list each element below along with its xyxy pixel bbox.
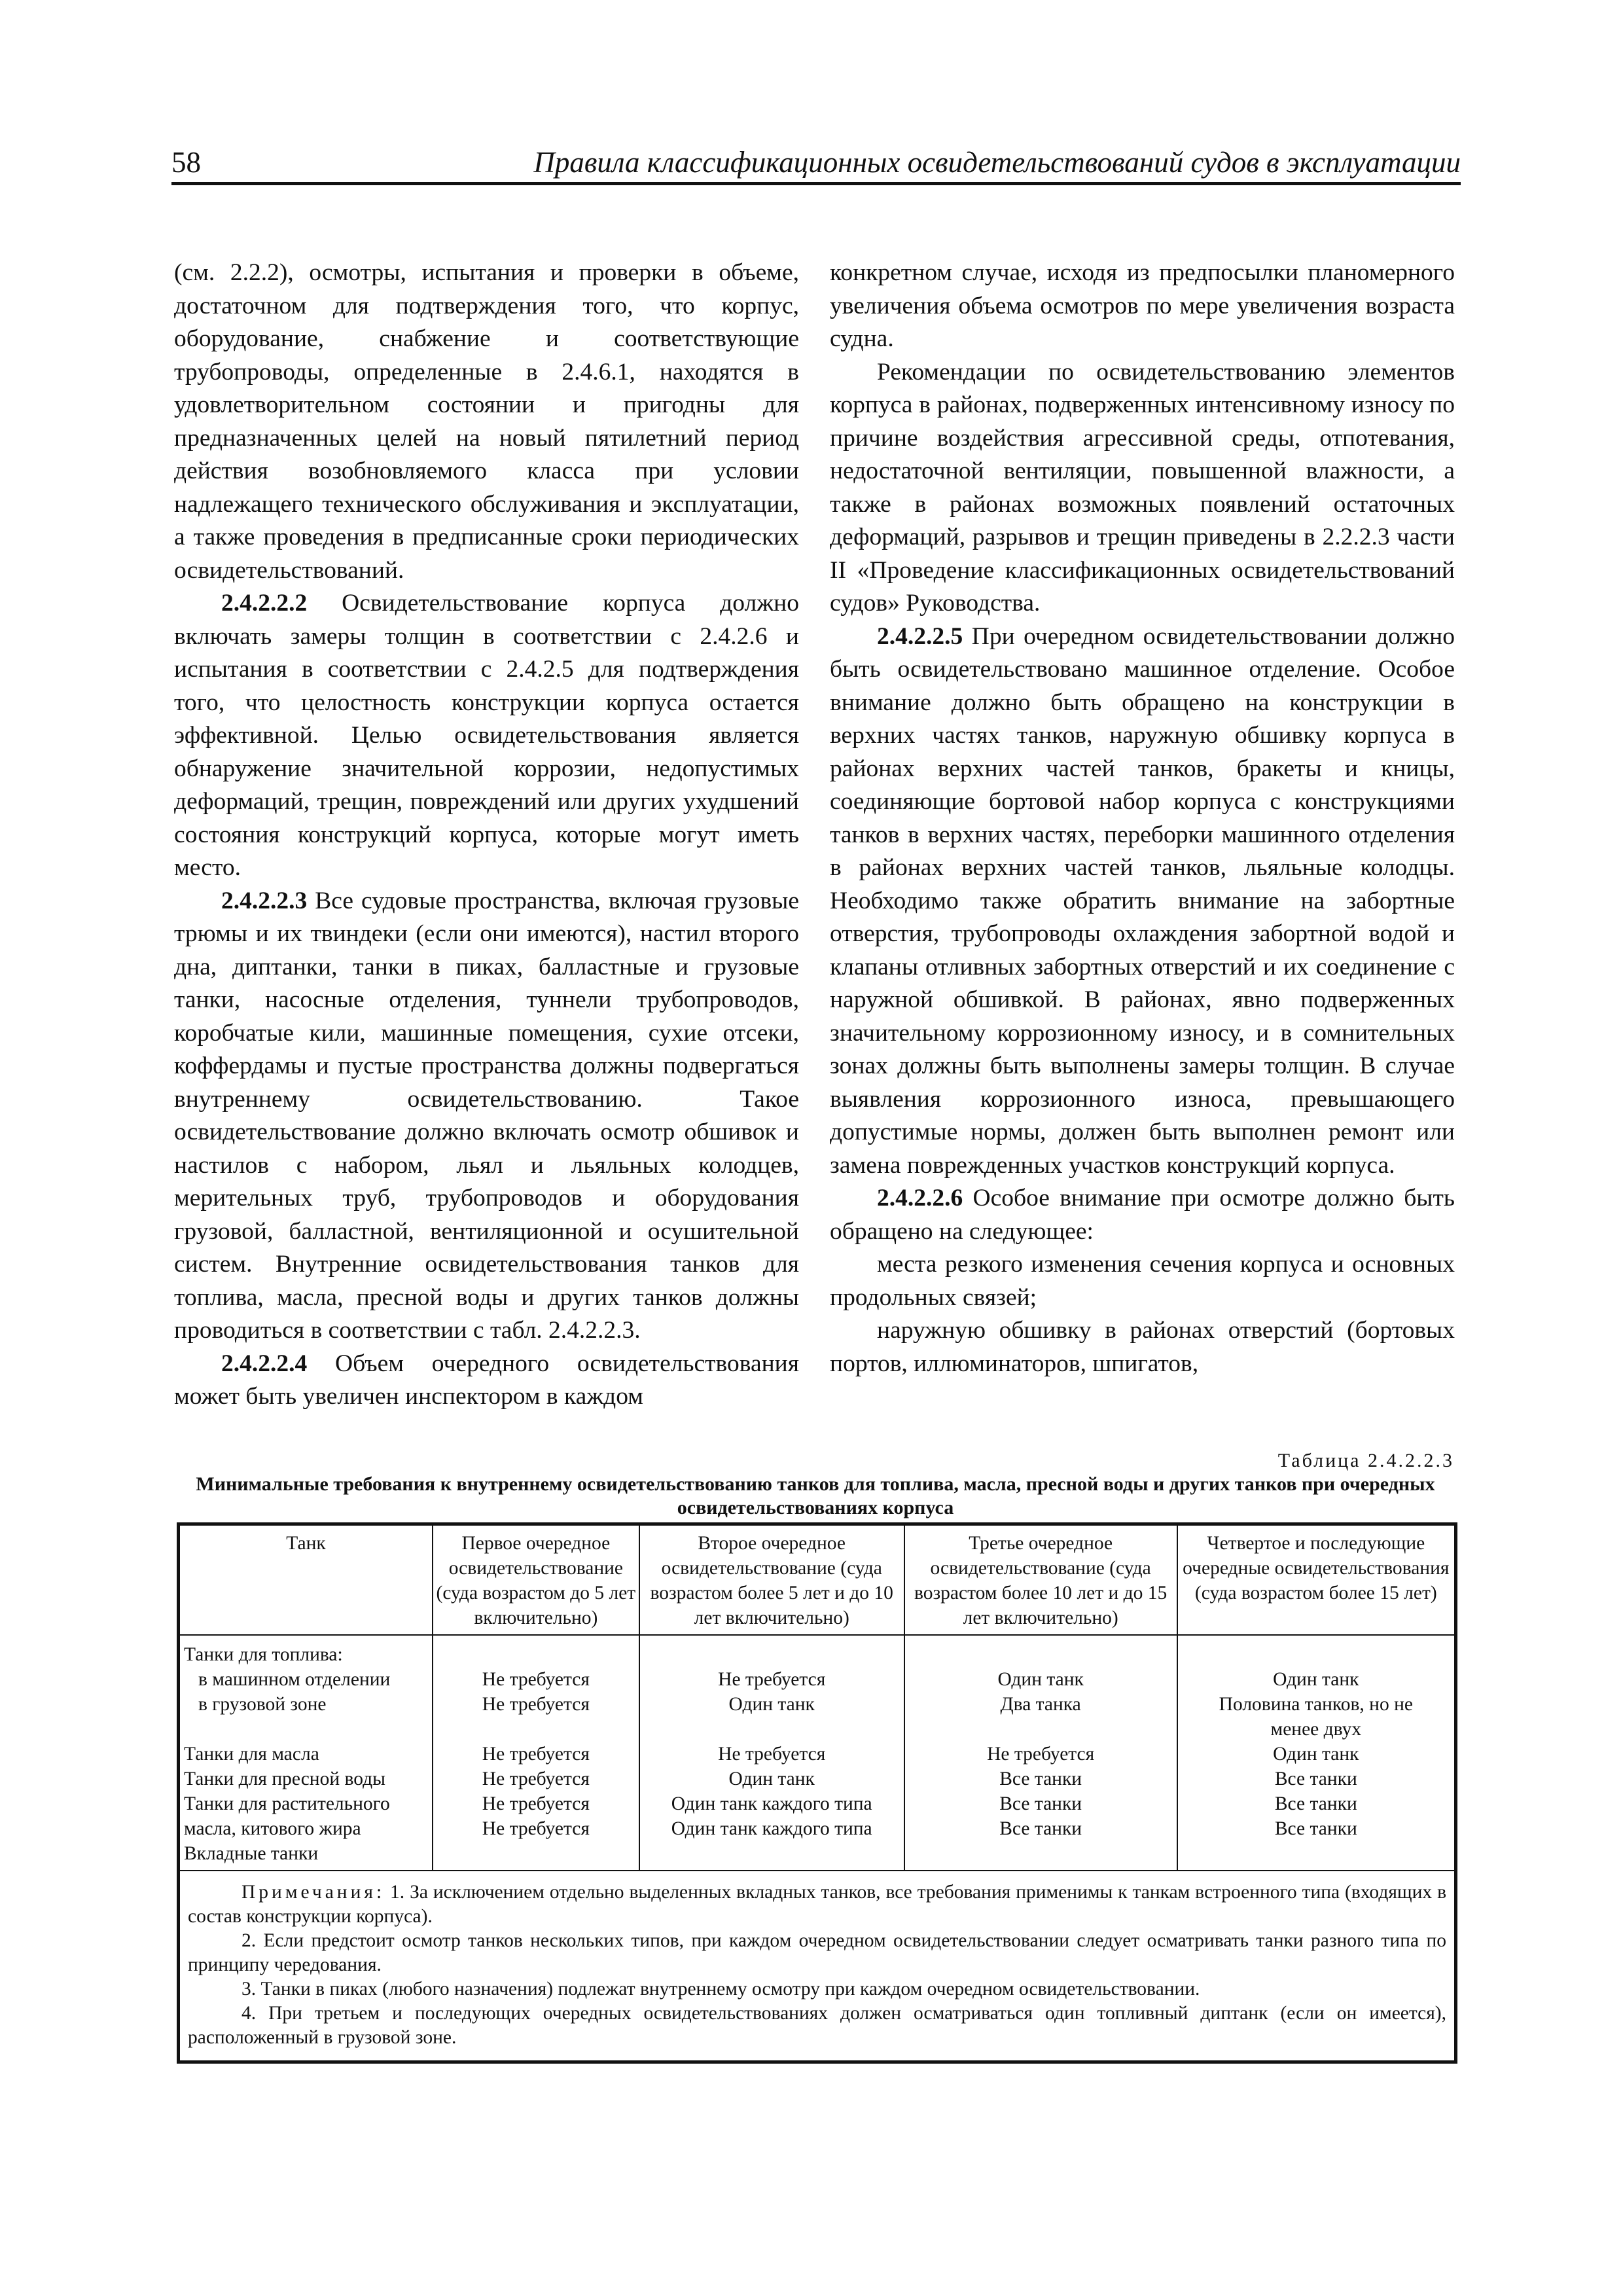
note-1	[188, 1880, 1446, 1929]
table-notes-row	[179, 1871, 1456, 2062]
table-cell	[909, 1841, 1173, 1866]
table-cell: менее двух	[1270, 1719, 1362, 1740]
paragraph-2-4-2-2-4	[174, 1348, 799, 1414]
table-cell: Один танк	[728, 1768, 815, 1789]
table-cell: Не требуется	[482, 1818, 590, 1839]
clause-text: При очередном освидетельствовании должно быть освидетельствовано машинное отделение. Особое внимание должно быть обращено на конструкции в верхних частях танков, наружную обшивку корпуса в районах верхних частей танков, бракеты и кницы, соединяющие бортовой набор корпуса с конструкциями танков в верхних частях, переборки машинного отделения в районах верхних частей танков, льяльные колодцы. Необходимо также обратить внимание на забортные отверстия, трубопроводы охлаждения забортной водой и клапаны отливных забортных отверстий и их соединение с наружной обшивкой. В районах, явно подверженных значительному коррозионному износу, и в сомнительных зонах должны быть выполнены замеры толщин. В случае выявления коррозионного износа, превышающего допустимые нормы, должен быть выполнен ремонт или замена поврежденных участков конструкций корпуса.	[830, 622, 1455, 1179]
table-cell	[437, 1717, 635, 1742]
table-header-row	[179, 1524, 1456, 1636]
table-cell: масла, китового жира	[184, 1818, 361, 1839]
note-3: 3. Танки в пиках (любого назначения) подлежат внутреннему осмотру при каждом очередном освидетельствовании.	[241, 1979, 1200, 2000]
table-cell	[437, 1642, 635, 1667]
note-text: 1. За исключением отдельно выделенных вкладных танков, все требования применимы к танкам встроенного типа (входящих в состав конструкции корпуса).	[188, 1882, 1446, 1927]
table-cell: Один танк каждого типа	[671, 1793, 872, 1814]
paragraph-2-4-2-2-3	[174, 885, 799, 1348]
clause-text: Все судовые пространства, включая грузовые трюмы и их твиндеки (если они имеются), настил второго дна, диптанки, танки в пиках, балластные и грузовые танки, насосные отделения, туннели трубопроводов, коробчатые кили, машинные помещения, сухие отсеки, коффердамы и пустые пространства должны подвергаться внутреннему освидетельствованию. Такое освидетельствование должно включать осмотр обшивок и настилов с набором, льял и льяльных колодцев, мерительных труб, трубопроводов и оборудования грузовой, балластной, вентиляционной и осушительной систем. Внутренние освидетельствования танков для топлива, масла, пресной воды и других танков должны проводиться в соответствии с табл. 2.4.2.2.3.	[174, 887, 799, 1344]
header-first-survey: Первое очередное освидетельствование (суда возрастом до 5 лет включительно)	[433, 1524, 639, 1636]
clause-text: Объем очередного освидетельствования может быть увеличен инспектором в каждом	[174, 1350, 799, 1410]
table-cell	[644, 1717, 900, 1742]
header-fourth-survey: Четвертое и последующие очередные освидетельствования (суда возрастом более 15 лет)	[1177, 1524, 1456, 1636]
table-cell: Все танки	[999, 1818, 1082, 1839]
table-cell: Половина танков, но не	[1219, 1694, 1413, 1715]
table-cell: Все танки	[1274, 1793, 1357, 1814]
paragraph: (см. 2.2.2), осмотры, испытания и проверки в объеме, достаточном для подтверждения того, что корпус, оборудование, снабжение и соответствующие трубопроводы, определенные в 2.4.6.1, находятся в удовлетворительном состоянии и пригодны для предназначенных целей на новый пятилетний период действия возобновляемого класса при условии надлежащего технического обслуживания и эксплуатации, а также проведения в предписанные сроки периодических освидетельствований.	[174, 259, 799, 584]
page-number: 58	[171, 146, 201, 179]
clause-number: 2.4.2.2.6	[877, 1185, 963, 1211]
table-cell: Один танк каждого типа	[671, 1818, 872, 1839]
table-cell: Один танк	[1273, 1744, 1359, 1765]
table-cell: Вкладные танки	[184, 1843, 319, 1864]
table-cell	[1182, 1841, 1450, 1866]
table-title: Минимальные требования к внутреннему освидетельствованию танков для топлива, масла, пресной воды и других танков при очередных освидетельствованиях корпуса	[196, 1473, 1435, 1518]
clause-number: 2.4.2.2.3	[221, 887, 308, 914]
right-column	[830, 257, 1455, 1380]
table-cell: Не требуется	[482, 1669, 590, 1690]
notes-label: Примечания:	[241, 1882, 385, 1903]
table-cell: Один танк	[997, 1669, 1084, 1690]
header-tank: Танк	[179, 1524, 433, 1636]
table-cell: в грузовой зоне	[198, 1694, 327, 1715]
fourth-survey-column	[1177, 1635, 1456, 1871]
table-cell: Не требуется	[482, 1768, 590, 1789]
list-item: наружную обшивку в районах отверстий (бортовых портов, иллюминаторов, шпигатов,	[830, 1317, 1455, 1377]
table-cell: Не требуется	[987, 1744, 1095, 1765]
table-cell: Один танк	[1273, 1669, 1359, 1690]
table-cell: Все танки	[999, 1793, 1082, 1814]
second-survey-column	[639, 1635, 904, 1871]
table-cell	[909, 1642, 1173, 1667]
paragraph: Рекомендации по освидетельствованию элементов корпуса в районах, подверженных интенсивному износу по причине воздействия агрессивной среды, отпотевания, недостаточной вентиляции, повышенной влажности, а также в районах возможных появлений остаточных деформаций, разрывов и трещин приведены в 2.2.2.3 части II «Проведение классификационных освидетельствований судов» Руководства.	[830, 358, 1455, 617]
paragraph: конкретном случае, исходя из предпосылки планомерного увеличения объема осмотров по мере увеличения возраста судна.	[830, 259, 1455, 352]
table-cell: Не требуется	[718, 1669, 826, 1690]
header-third-survey: Третье очередное освидетельствование (суда возрастом более 10 лет и до 15 лет включительно)	[904, 1524, 1177, 1636]
table-cell: Один танк	[728, 1694, 815, 1715]
clause-number: 2.4.2.2.5	[877, 622, 963, 650]
tank-column	[179, 1635, 433, 1871]
table-cell: Танки для топлива:	[184, 1644, 343, 1665]
clause-text: Особое внимание при осмотре должно быть обращено на следующее:	[830, 1185, 1455, 1245]
table-cell: Не требуется	[482, 1744, 590, 1765]
clause-text: Освидетельствование корпуса должно включать замеры толщин в соответствии с 2.4.2.6 и испытания в соответствии с 2.4.2.5 для подтверждения того, что целостность конструкции корпуса остается эффективной. Целью освидетельствования является обнаружение значительной коррозии, недопустимых деформаций, трещин, повреждений или других ухудшений состояния конструкций корпуса, которые могут иметь место.	[174, 590, 799, 881]
table-body-row	[179, 1635, 1456, 1871]
table-cell	[184, 1717, 428, 1742]
paragraph-2-4-2-2-2	[174, 587, 799, 885]
third-survey-column	[904, 1635, 1177, 1871]
note-2: 2. Если предстоит осмотр танков нескольких типов, при каждом очередном освидетельствовании следует осматривать танки разного типа по принципу чередования.	[188, 1930, 1446, 1975]
table-cell: Все танки	[1274, 1818, 1357, 1839]
requirements-table	[177, 1522, 1457, 2064]
first-survey-column	[433, 1635, 639, 1871]
paragraph-2-4-2-2-5	[830, 620, 1455, 1183]
running-title: Правила классификационных освидетельствований судов в эксплуатации	[533, 146, 1461, 179]
table-notes	[179, 1871, 1456, 2062]
table-cell: Танки для пресной воды	[184, 1768, 385, 1789]
table-label: Таблица 2.4.2.2.3	[1277, 1450, 1454, 1471]
list-item: места резкого изменения сечения корпуса и основных продольных связей;	[830, 1251, 1455, 1311]
table-cell: Два танка	[1000, 1694, 1081, 1715]
note-4: 4. При третьем и последующих очередных освидетельствованиях должен осматриваться один топливный диптанк (если он имеется), расположенный в грузовой зоне.	[188, 2003, 1446, 2048]
table-cell	[644, 1642, 900, 1667]
table-cell: Танки для масла	[184, 1744, 319, 1765]
table-cell: Не требуется	[482, 1793, 590, 1814]
clause-number: 2.4.2.2.4	[221, 1350, 308, 1377]
table-cell	[437, 1841, 635, 1866]
header-second-survey: Второе очередное освидетельствование (суда возрастом более 5 лет и до 10 лет включительно)	[639, 1524, 904, 1636]
table-cell	[644, 1841, 900, 1866]
table-cell: Не требуется	[718, 1744, 826, 1765]
table-cell: Танки для растительного	[184, 1793, 390, 1814]
left-column	[174, 257, 799, 1414]
page-header	[171, 145, 1461, 185]
table-cell	[1182, 1642, 1450, 1667]
table-cell: Не требуется	[482, 1694, 590, 1715]
table-cell: в машинном отделении	[198, 1669, 391, 1690]
clause-number: 2.4.2.2.2	[221, 590, 308, 617]
table-cell: Все танки	[999, 1768, 1082, 1789]
paragraph-2-4-2-2-6	[830, 1182, 1455, 1248]
table-cell	[909, 1717, 1173, 1742]
table-cell: Все танки	[1274, 1768, 1357, 1789]
